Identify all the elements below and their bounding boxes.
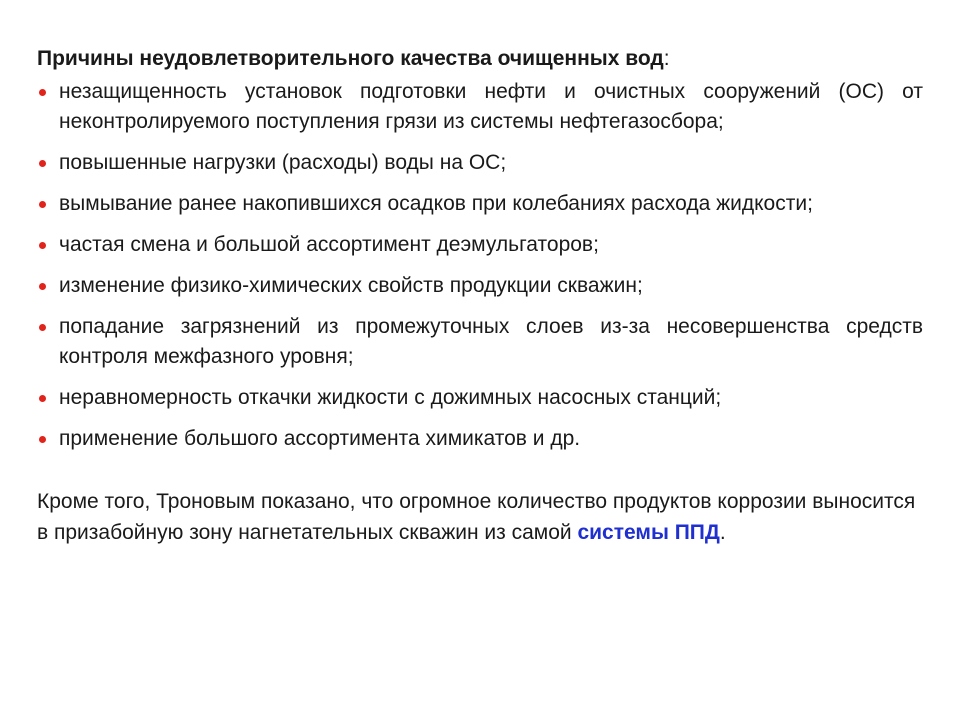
note-highlight: системы ППД — [577, 521, 720, 544]
list-item-text: неравномерность откачки жидкости с дожимных насосных станций; — [59, 386, 722, 409]
list-item — [37, 189, 923, 219]
note-end: . — [719, 521, 726, 544]
note-text: Кроме того, Троновым показано, что огромное количество продуктов коррозии выносится в призабойную зону нагнетательных скважин из самой — [37, 490, 916, 544]
list-item-text: изменение физико-химических свойств продукции скважин; — [59, 274, 643, 297]
bullet-dot-icon — [39, 283, 46, 290]
list-item — [37, 312, 923, 372]
causes-list — [37, 77, 923, 454]
slide-heading — [37, 44, 923, 74]
list-item-text: частая смена и большой ассортимент деэмульгаторов; — [59, 233, 599, 256]
list-item-text: незащищенность установок подготовки нефти и очистных сооружений (ОС) от неконтролируемого поступления грязи из системы нефтегазосбора; — [59, 80, 923, 133]
bullet-dot-icon — [39, 89, 46, 96]
conclusion-paragraph — [37, 486, 923, 548]
bullet-dot-icon — [39, 324, 46, 331]
list-item — [37, 77, 923, 137]
list-item-text: применение большого ассортимента химикатов и др. — [59, 427, 581, 450]
heading-suffix: : — [663, 47, 670, 70]
bullet-dot-icon — [39, 160, 46, 167]
bullet-dot-icon — [39, 395, 46, 402]
bullet-dot-icon — [39, 201, 46, 208]
bullet-dot-icon — [39, 242, 46, 249]
bullet-dot-icon — [39, 436, 46, 443]
list-item — [37, 230, 923, 260]
slide-content — [37, 44, 923, 548]
list-item — [37, 148, 923, 178]
list-item-text: повышенные нагрузки (расходы) воды на ОС; — [59, 151, 507, 174]
list-item-text: вымывание ранее накопившихся осадков при колебаниях расхода жидкости; — [59, 192, 813, 215]
list-item — [37, 383, 923, 413]
list-item — [37, 424, 923, 454]
list-item — [37, 271, 923, 301]
heading-text: Причины неудовлетворительного качества очищенных вод — [37, 47, 664, 70]
list-item-text: попадание загрязнений из промежуточных слоев из-за несовершенства средств контроля межфазного уровня; — [59, 315, 923, 368]
